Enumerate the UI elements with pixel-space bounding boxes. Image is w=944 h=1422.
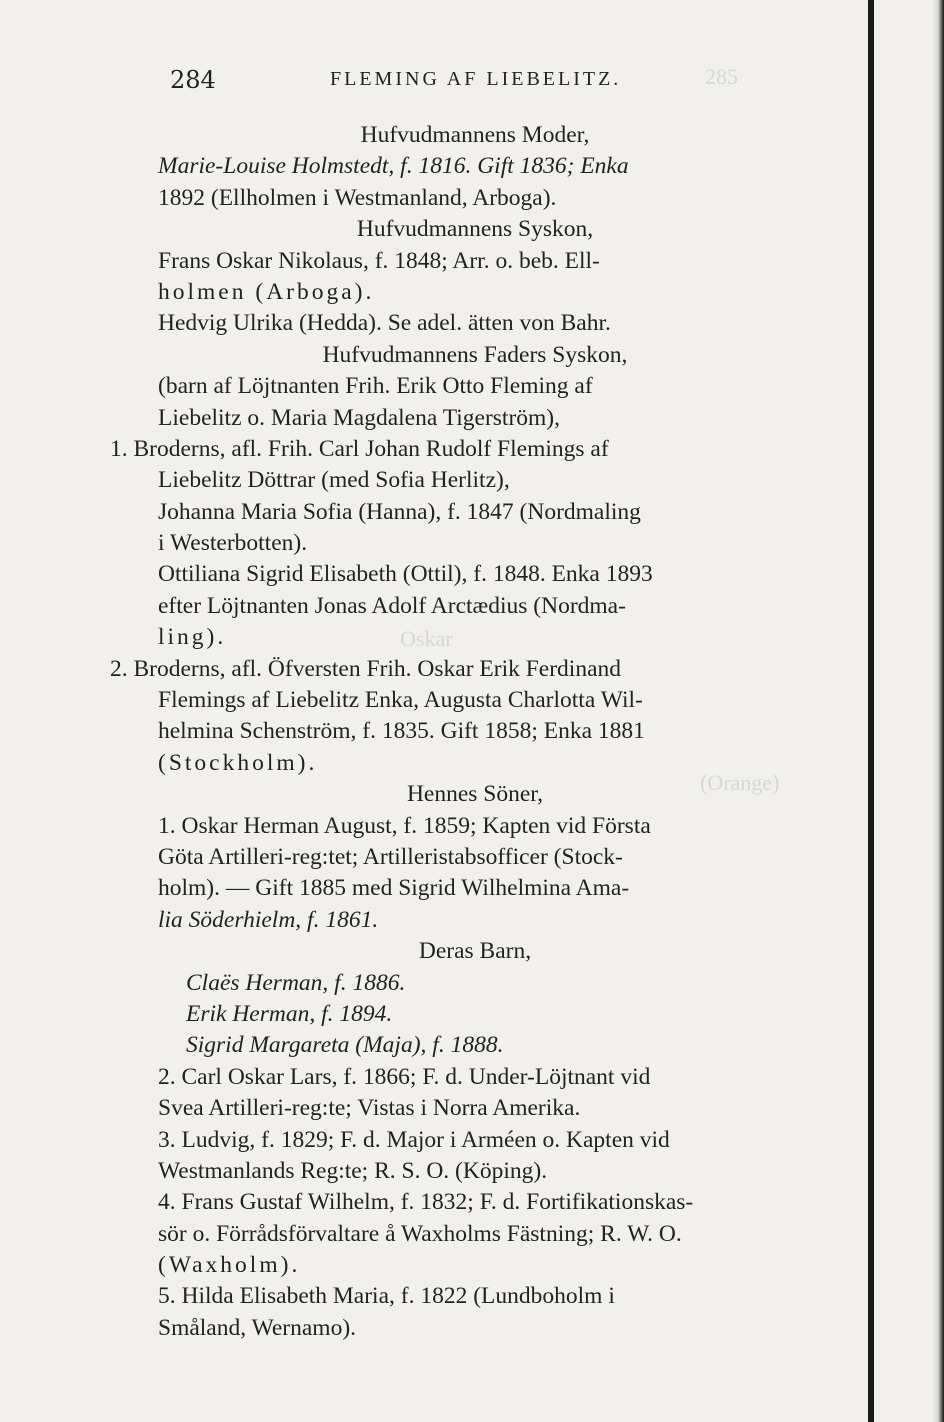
- text-line: 1. Oskar Herman August, f. 1859; Kapten vid Första: [158, 812, 651, 839]
- text-line: ling).: [158, 624, 227, 651]
- section-heading: Hufvudmannens Syskon,: [356, 216, 594, 243]
- text-line: holmen (Arboga).: [158, 278, 375, 305]
- text-line: Marie-Louise Holmstedt, f. 1816. Gift 1836; Enka: [158, 153, 629, 180]
- bleed-through-text: (Orange): [700, 770, 780, 795]
- section-heading: Hufvudmannens Faders Syskon,: [322, 341, 628, 368]
- text-line: sör o. Förrådsförvaltare å Waxholms Fästning; R. W. O.: [158, 1220, 682, 1247]
- text-line: 2. Carl Oskar Lars, f. 1866; F. d. Under-Löjtnant vid: [158, 1063, 651, 1090]
- section-heading: Hennes Söner,: [406, 781, 544, 808]
- text-line: 3. Ludvig, f. 1829; F. d. Major i Arméen o. Kapten vid: [158, 1126, 670, 1153]
- text-line: Westmanlands Reg:te; R. S. O. (Köping).: [158, 1157, 548, 1184]
- text-line: 2. Broderns, afl. Öfversten Frih. Oskar Erik Ferdinand: [110, 655, 622, 682]
- text-line: efter Löjtnanten Jonas Adolf Arctædius (Nordma-: [158, 592, 626, 619]
- section-heading: Hufvudmannens Moder,: [360, 122, 590, 148]
- text-line: 4. Frans Gustaf Wilhelm, f. 1832; F. d. Fortifikationskas-: [158, 1189, 694, 1216]
- text-line: (Waxholm).: [158, 1252, 301, 1279]
- text-line: lia Söderhielm, f. 1861.: [158, 906, 379, 933]
- text-line: Småland, Wernamo).: [158, 1314, 357, 1341]
- text-line: Ottiliana Sigrid Elisabeth (Ottil), f. 1848. Enka 1893: [158, 561, 653, 588]
- text-line: Hedvig Ulrika (Hedda). Se adel. ätten von Bahr.: [158, 310, 611, 337]
- text-line: Johanna Maria Sofia (Hanna), f. 1847 (Nordmaling: [158, 498, 641, 525]
- text-line: Claës Herman, f. 1886.: [186, 969, 406, 996]
- text-line: Erik Herman, f. 1894.: [186, 1000, 393, 1027]
- page-number: 284: [170, 66, 216, 94]
- text-line: (Stockholm).: [158, 749, 318, 776]
- text-line: 1. Broderns, afl. Frih. Carl Johan Rudolf Flemings af: [110, 435, 609, 462]
- section-heading: Deras Barn,: [418, 938, 532, 965]
- page-header: [170, 66, 670, 96]
- text-line: helmina Schenström, f. 1835. Gift 1858; Enka 1881: [158, 718, 645, 745]
- text-line: Sigrid Margareta (Maja), f. 1888.: [186, 1032, 504, 1059]
- bleed-through-text: 285: [705, 64, 738, 89]
- text-line: Liebelitz Döttrar (med Sofia Herlitz),: [158, 467, 510, 494]
- text-line: Göta Artilleri-reg:tet; Artilleristabsofficer (Stock-: [158, 843, 623, 870]
- text-line: holm). — Gift 1885 med Sigrid Wilhelmina Ama-: [158, 875, 630, 902]
- page-body: [110, 120, 840, 1344]
- text-line: (barn af Löjtnanten Frih. Erik Otto Fleming af: [158, 373, 593, 400]
- page-edge: [874, 0, 944, 1422]
- text-line: i Westerbotten).: [158, 530, 308, 557]
- text-line: 5. Hilda Elisabeth Maria, f. 1822 (Lundboholm i: [158, 1283, 615, 1310]
- text-line: Svea Artilleri-reg:te; Vistas i Norra Amerika.: [158, 1095, 581, 1122]
- text-line: Liebelitz o. Maria Magdalena Tigerström),: [158, 404, 561, 431]
- running-title: FLEMING AF LIEBELITZ.: [330, 68, 622, 90]
- text-line: 1892 (Ellholmen i Westmanland, Arboga).: [158, 184, 557, 211]
- text-line: Frans Oskar Nikolaus, f. 1848; Arr. o. beb. Ell-: [158, 247, 600, 274]
- book-spine-shadow: [868, 0, 874, 1422]
- bleed-through-text: Oskar: [400, 626, 453, 651]
- text-line: Flemings af Liebelitz Enka, Augusta Charlotta Wil-: [158, 687, 643, 714]
